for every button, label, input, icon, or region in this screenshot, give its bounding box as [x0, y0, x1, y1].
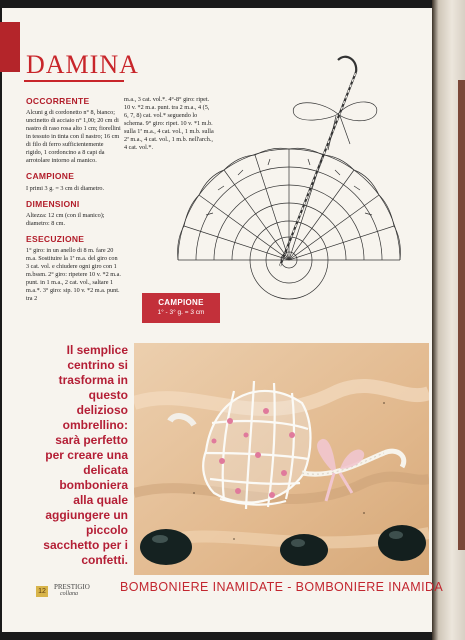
badge-subtitle: 1° - 3° g. = 3 cm	[157, 309, 205, 316]
esecuzione-heading: ESECUZIONE	[26, 233, 85, 244]
crochet-umbrella-photo	[134, 343, 429, 575]
esecuzione-continued-text: m.a., 3 cat. vol.*. 4°-8° giro: ripet. 10 v. *2 m.a. punt. tra 2 m.a., 4 (5, 6, 7, 8) cat. vol.* seguendo lo schema. 9° giro: ripet. 10 v. *1 m.b. sulla 1ª m.a., 4 cat. vol., 1 m.b. sulla 2ª m.a., 4 cat. vol., 1 m.b. nell'arch., 4 cat. vol.*.	[124, 96, 214, 152]
dimensioni-text: Altezza: 12 cm (con il manico); diametro: 8 cm.	[26, 211, 105, 227]
brand-line-1: PRESTIGIO	[54, 583, 90, 591]
page-number: 12	[36, 586, 48, 597]
badge-title: CAMPIONE	[158, 298, 204, 307]
red-tab	[0, 22, 20, 72]
campione-badge	[142, 293, 220, 323]
campione-text: I primi 3 g. = 3 cm di diametro.	[26, 184, 105, 192]
title-rule	[24, 80, 124, 82]
page-title: DAMINA	[26, 50, 139, 79]
running-title: BOMBONIERE INAMIDATE - BOMBONIERE INAMIDA	[120, 580, 444, 594]
crochet-umbrella-chart	[158, 40, 420, 300]
occorrente-text: Alcuni g di cordonetto n° 8, bianco; uncinetto di acciaio n° 1,00; 20 cm di nastro di raso rosa alto 1 cm; fiorellini in tessuto in tinta con il nastro; 16 cm di filo di ferro sufficientemente rigido, 1 cordoncino a 8 capi da arrotolare intorno al manico.	[26, 109, 121, 165]
brand-logo	[54, 584, 90, 598]
photo-caption: Il semplice centrino si trasforma in questo delizioso ombrellino: sarà perfetto per creare una delicata bomboniera alla quale aggiungere un piccolo sacchetto per i confetti.	[43, 343, 128, 567]
occorrente-heading: OCCORRENTE	[26, 96, 90, 106]
instructions-column-1	[26, 96, 121, 303]
next-page-strip	[458, 80, 465, 550]
dimensioni-heading: DIMENSIONI	[26, 198, 80, 209]
campione-heading: CAMPIONE	[26, 171, 75, 182]
brand-line-2: collana	[60, 591, 78, 597]
esecuzione-text: 1° giro: in un anello di 8 m. fare 20 m.a. Sostituire la 1ª m.a. del giro con 3 cat. vol. e chiudere ogni giro con 1 m.bssm. 2° giro: ripetere 10 v. *2 m.a. punt. in 1 m.a., 2 cat. vol., saltare 1 m.a.*. 3° giro: sip. 10 v. *2 m.a. punt. tra 2	[26, 246, 121, 303]
